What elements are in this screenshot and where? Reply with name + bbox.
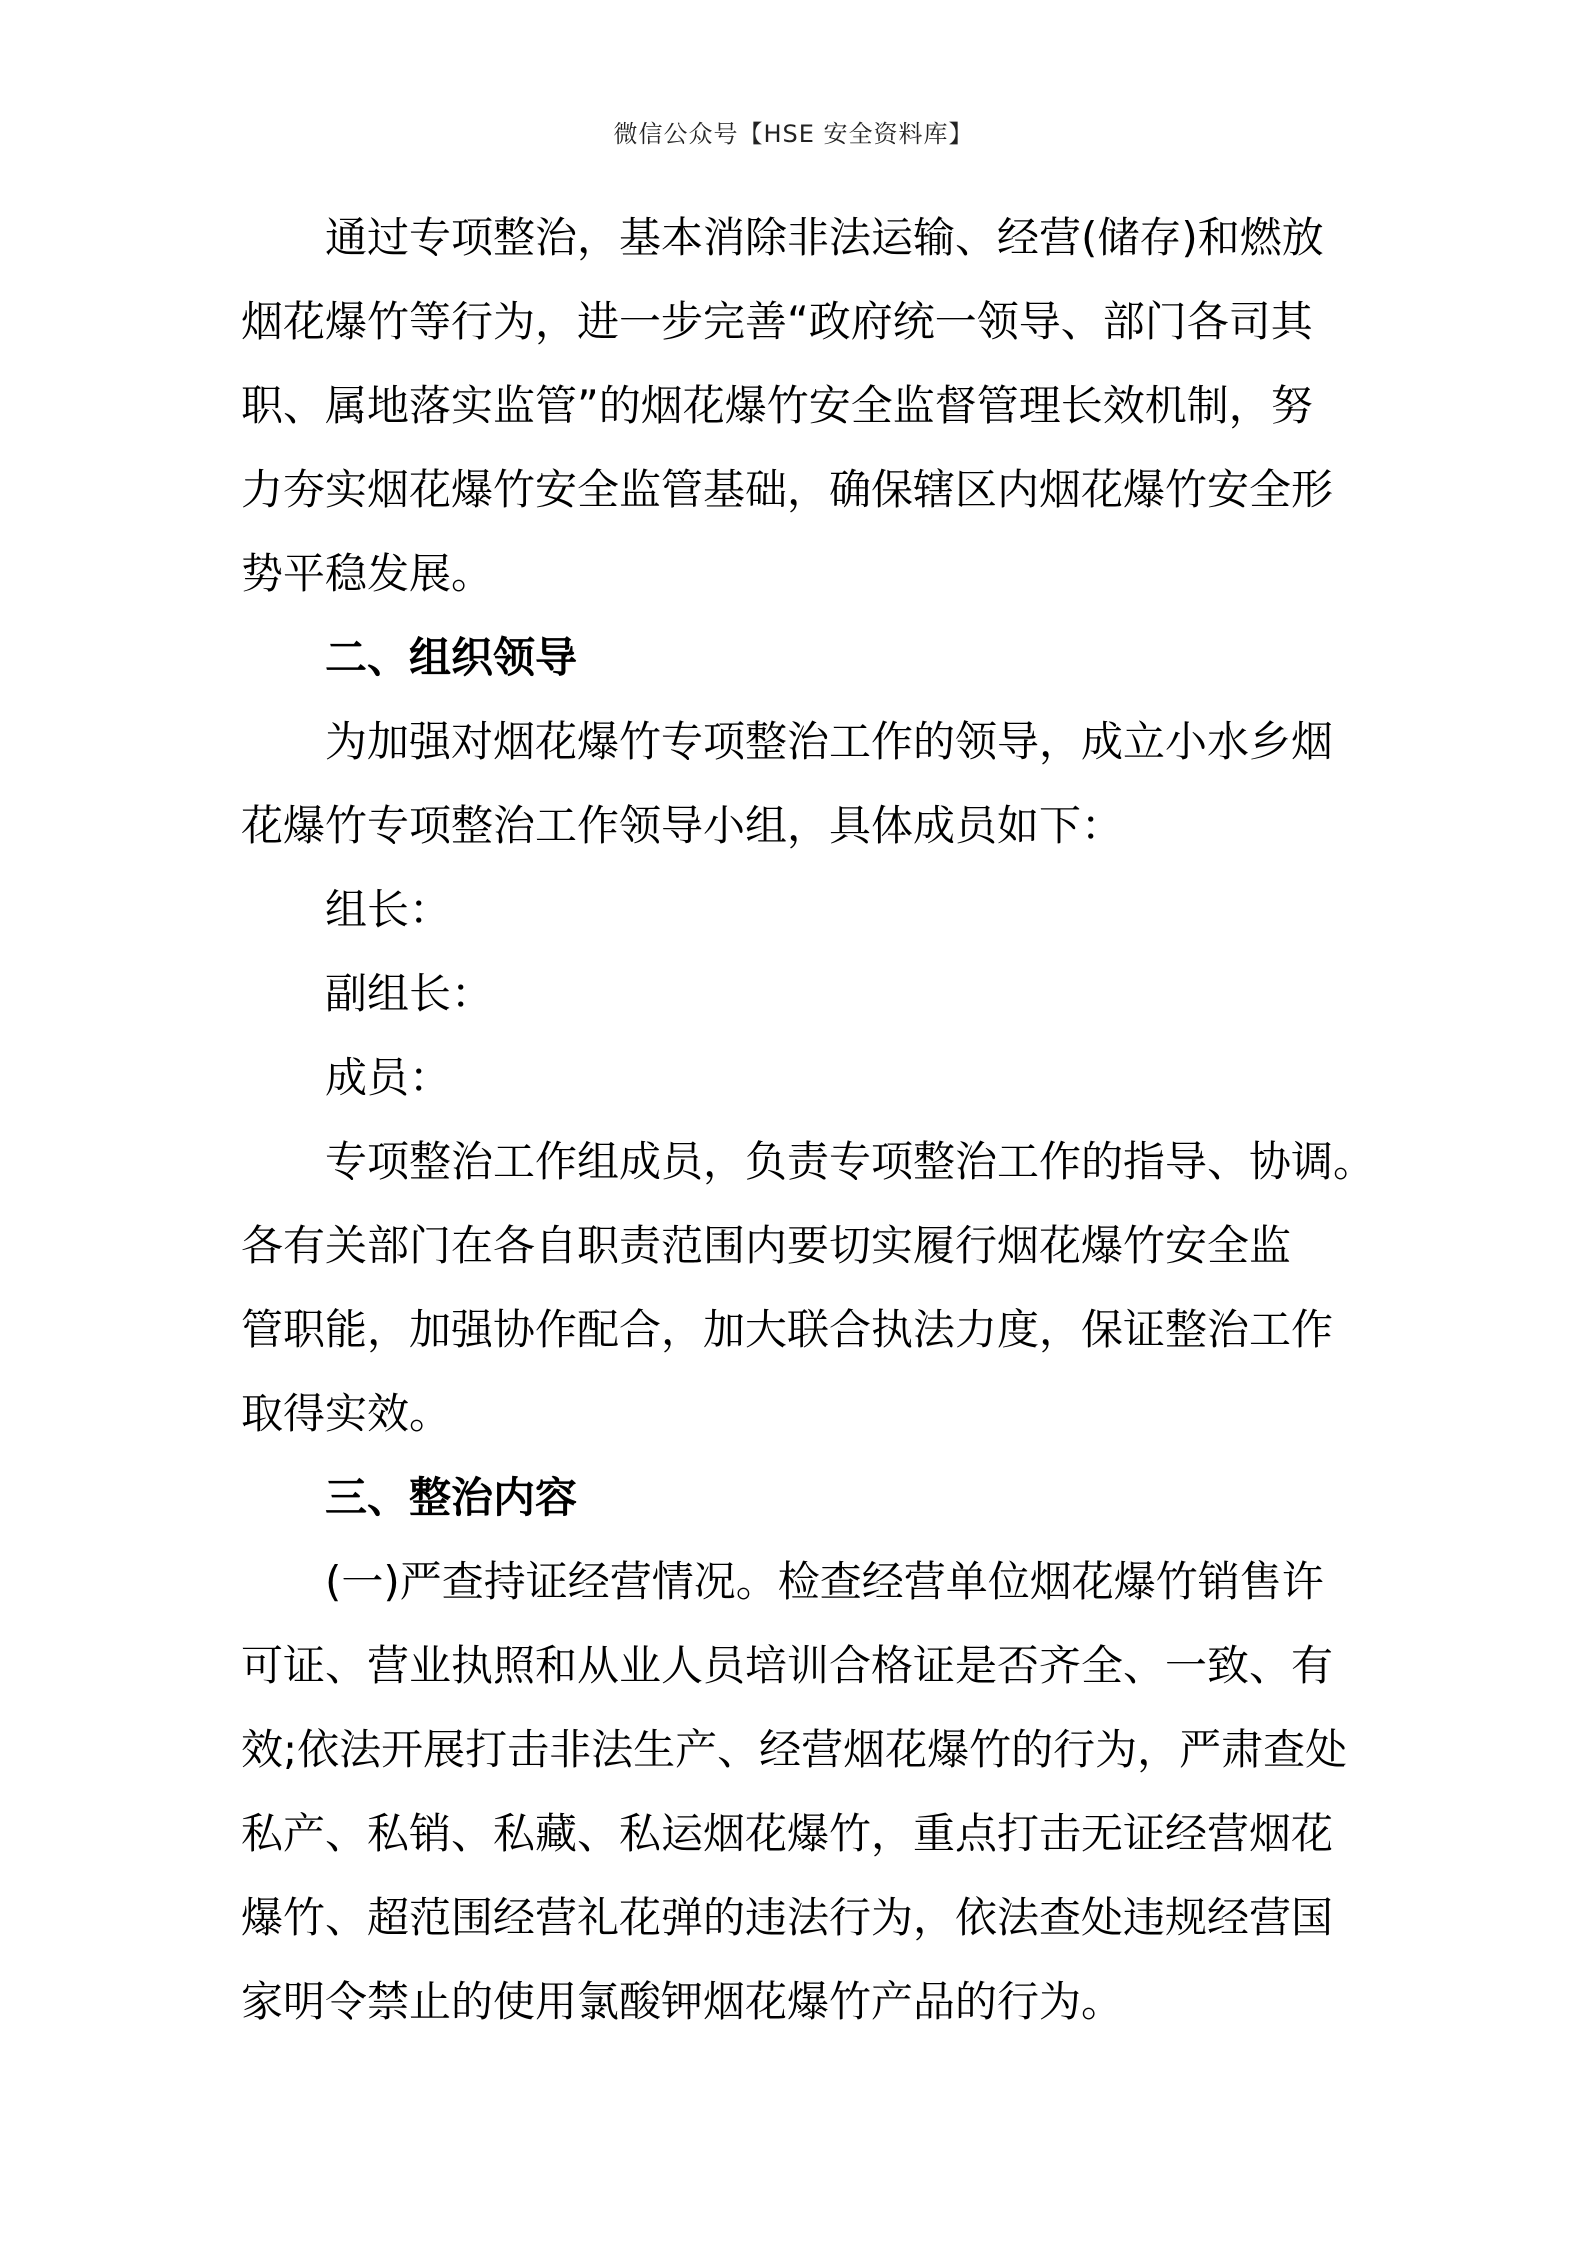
text-line: 私产、私销、私藏、私运烟花爆竹，重点打击无证经营烟花	[241, 1809, 1334, 1858]
section-heading: 三、整治内容	[325, 1473, 578, 1522]
text-line: 管职能，加强协作配合，加大联合执法力度，保证整治工作	[241, 1305, 1334, 1354]
text-line: 组长：	[325, 885, 452, 934]
text-line: 家明令禁止的使用氯酸钾烟花爆竹产品的行为。	[241, 1977, 1124, 2026]
text-line: 专项整治工作组成员，负责专项整治工作的指导、协调。	[325, 1137, 1376, 1186]
text-line: 效;依法开展打击非法生产、经营烟花爆竹的行为，严肃查处	[241, 1725, 1348, 1774]
text-line: 势平稳发展。	[241, 549, 494, 598]
page-header: 微信公众号【HSE 安全资料库】	[613, 120, 974, 148]
text-line: 烟花爆竹等行为，进一步完善“政府统一领导、部门各司其	[241, 297, 1313, 346]
text-line: 成员：	[325, 1053, 452, 1102]
text-line: 副组长：	[325, 969, 494, 1018]
document-body	[241, 196, 1376, 2044]
text-line: 爆竹、超范围经营礼花弹的违法行为，依法查处违规经营国	[241, 1893, 1334, 1942]
text-line: 力夯实烟花爆竹安全监管基础，确保辖区内烟花爆竹安全形	[241, 465, 1334, 514]
section-heading: 二、组织领导	[325, 633, 578, 682]
text-line: 可证、营业执照和从业人员培训合格证是否齐全、一致、有	[241, 1641, 1334, 1690]
text-line: 取得实效。	[241, 1389, 452, 1438]
text-line: (一)严查持证经营情况。检查经营单位烟花爆竹销售许	[325, 1557, 1324, 1606]
text-line: 花爆竹专项整治工作领导小组，具体成员如下：	[241, 801, 1124, 850]
text-line: 职、属地落实监管”的烟花爆竹安全监督管理长效机制，努	[241, 381, 1313, 430]
text-line: 各有关部门在各自职责范围内要切实履行烟花爆竹安全监	[241, 1221, 1292, 1270]
text-line: 通过专项整治，基本消除非法运输、经营(储存)和燃放	[325, 213, 1324, 262]
text-line: 为加强对烟花爆竹专项整治工作的领导，成立小水乡烟	[325, 717, 1334, 766]
